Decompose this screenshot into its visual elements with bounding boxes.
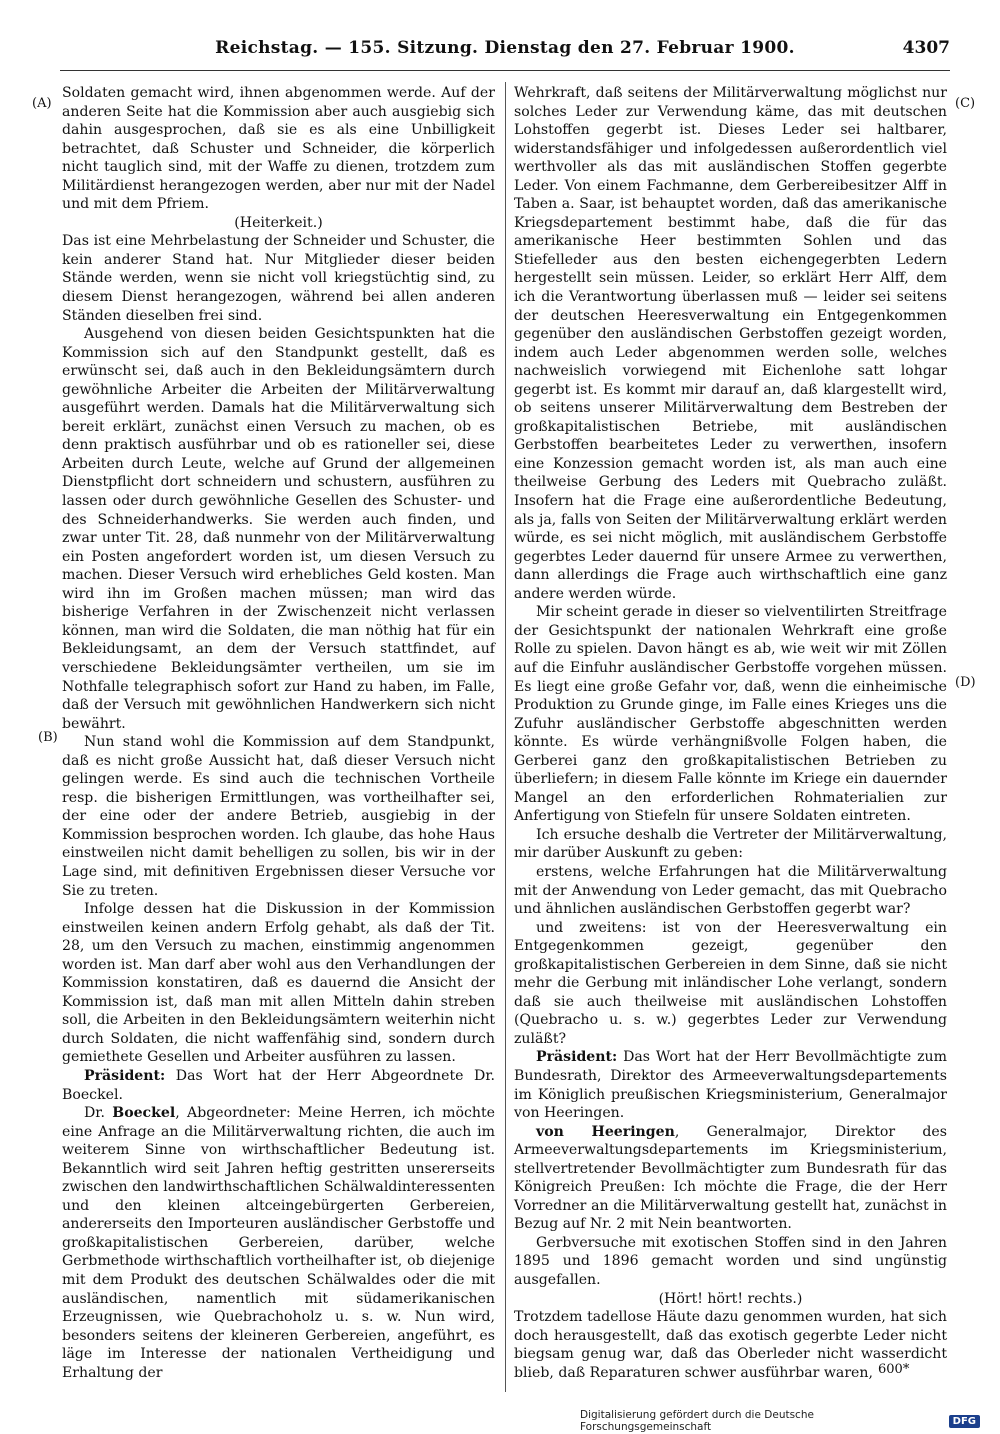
- left-column: [62, 84, 495, 1382]
- paragraph-text: Infolge dessen hat die Diskussion in der Kommission einstweilen keinen andern Erfolg gehabt, als daß der Tit. 28, um den Versuch zu machen, einstimmig angenommen worden ist. Man darf aber wohl aus den Verhandlungen der Kommission konstatiren, daß es dauernd die Ansicht der Kommission ist, daß man mit allen Mitteln dahin streben soll, die Arbeiten in den Bekleidungsämtern weiterhin nicht durch Soldaten, die nicht waffenfähig sind, sondern durch gemiethete Gesellen und Arbeiter ausführen zu lassen.: [62, 901, 495, 1066]
- column-divider: [505, 82, 506, 1392]
- speaker-name: Boeckel: [112, 1105, 176, 1122]
- paragraph-text: Trotzdem tadellose Häute dazu genommen wurden, hat sich doch herausgestellt, daß das exotisch gegerbte Leder nicht biegsam genug war, daß das Oberleder nicht wasserdicht blieb, daß Reparaturen schwer ausführbar waren,: [514, 1309, 947, 1381]
- speech-text: Das Wort hat der Herr Bevollmächtigte zum Bundesrath, Direktor des Armeeverwaltungsdepartements im Königlich preußischen Kriegsministerium, Generalmajor von Heeringen.: [514, 1049, 947, 1122]
- paragraph: [62, 1104, 495, 1382]
- paragraph: [62, 84, 495, 214]
- paragraph: [514, 603, 947, 826]
- paragraph: [514, 1234, 947, 1290]
- paragraph: [514, 1048, 947, 1122]
- paragraph-text: und zweitens: ist von der Heeresverwaltung ein Entgegenkommen gezeigt, gegenüber den großkapitalistischen Gerbereien in dem Sinne, daß sie nicht mehr die Gerbung mit inländischer Lohe verlangt, sondern daß sie auch theilweise mit ausländischen Lohstoffen (Quebracho u. s. w.) gegerbtes Leder zur Verwendung zuläßt?: [514, 919, 947, 1047]
- paragraph: [62, 733, 495, 900]
- paragraph: [514, 1290, 947, 1309]
- margin-marker-d: (D): [955, 675, 976, 690]
- paragraph-text: erstens, welche Erfahrungen hat die Militärverwaltung mit der Anwendung von Leder gemacht, das mit Quebracho und ähnlichen ausländischen Gerbstoffen gegerbt war?: [514, 863, 947, 918]
- paragraph: [514, 84, 947, 603]
- speaker-prefix: Dr.: [84, 1105, 113, 1122]
- paragraph-text: Soldaten gemacht wird, ihnen abgenommen werde. Auf der anderen Seite hat die Kommission aber auch ausgiebig sich dahin ausgesprochen, daß sie es als eine Unbilligkeit betrachtet, daß Schuster und Schneider, die körperlich nicht tauglich sind, mit der Waffe zu dienen, trotzdem zum Militärdienst herangezogen werden, aber nur mit der Nadel und mit dem Pfriem.: [62, 85, 495, 213]
- speech-text: , Generalmajor, Direktor des Armeeverwaltungsdepartements im Kriegsministerium, stellvertretender Bevollmächtigter zum Bundesrath für das Königreich Preußen: Ich möchte die Frage, die der Herr Vorredner an die Militärverwaltung gestellt hat, zunächst in Bezug auf Nr. 2 mit Nein beantworten.: [514, 1123, 947, 1233]
- header-title: Reichstag. — 155. Sitzung. Dienstag den 27. Februar 1900.: [215, 38, 795, 58]
- header-rule: [60, 70, 950, 71]
- paragraph-text: Ausgehend von diesen beiden Gesichtspunkten hat die Kommission sich auf den Standpunkt gestellt, daß es erwünscht sei, daß auch in den Bekleidungsämtern durch gewöhnliche Arbeiter die Arbeiten der Militärverwaltung ausgeführt werden. Damals hat die Militärverwaltung sich bereit erklärt, zunächst einen Versuch zu machen, ob es denn praktisch ausführbar und ob es rationeller sei, diese Arbeiten durch Leute, welche auf Grund der allgemeinen Dienstpflicht dort schneidern und schustern, ausführen zu lassen oder durch gewöhnliche Gesellen des Schuster- und des Schneiderhandwerks. Sie werden auch finden, und zwar unter Tit. 28, daß nunmehr von der Militärverwaltung ein Posten angefordert worden ist, um diesen Versuch zu machen. Dieser Versuch wird erhebliches Geld kosten. Man wird ihn im Großen machen müssen; man wird das bisherige Verfahren in der Zwischenzeit nicht verlassen können, man wird die Soldaten, die man nöthig hat für ein Bekleidungsamt, an dem der Versuch stattfindet, auf verschiedene Bekleidungsämter vertheilen, um sie im Nothfalle telegraphisch sofort zur Hand zu haben, im Falle, daß der Versuch mit gewöhnlichen Handwerkern sich nicht bewährt.: [62, 326, 495, 732]
- margin-marker-c: (C): [955, 96, 976, 111]
- paragraph-text: Gerbversuche mit exotischen Stoffen sind in den Jahren 1895 und 1896 gemacht worden und sind ungünstig ausgefallen.: [514, 1234, 947, 1288]
- paragraph-text: (Hört! hört! rechts.): [658, 1290, 803, 1307]
- paragraph: [62, 232, 495, 325]
- paragraph: [62, 1067, 495, 1104]
- page-number: 4307: [902, 38, 950, 58]
- speaker-name: Präsident:: [84, 1067, 166, 1084]
- paragraph-text: Mir scheint gerade in dieser so vielventilirten Streitfrage der Gesichtspunkt der nationalen Wehrkraft eine große Rolle zu spielen. Davon hängt es ab, wie weit wir mit Zöllen auf die Einfuhr ausländischer Gerbstoffe vorgehen müssen. Es liegt eine große Gefahr vor, daß, wenn die einheimische Produktion zu Grunde ginge, im Falle eines Krieges uns die Zufuhr ausländischer Gerbstoffe abgeschnitten werden könnte. Es würde verhängnißvolle Folgen haben, die Gerberei ganz den großkapitalistischen Betrieben zu überliefern; in diesem Falle könnte im Kriege ein dauernder Mangel an den erforderlichen Rohmaterialien zur Anfertigung von Stiefeln für unsere Soldaten eintreten.: [514, 604, 947, 825]
- paragraph: [514, 863, 947, 919]
- paragraph: [62, 900, 495, 1067]
- speaker-name: von Heeringen: [536, 1123, 675, 1140]
- dfg-logo: DFG: [949, 1415, 980, 1428]
- paragraph: [62, 325, 495, 733]
- paragraph: [514, 1123, 947, 1234]
- right-column: [514, 84, 947, 1382]
- page-header: [60, 38, 950, 68]
- paragraph: [514, 919, 947, 1049]
- paragraph: [514, 826, 947, 863]
- signature-mark: 600*: [878, 1362, 910, 1377]
- margin-marker-b: (B): [38, 730, 58, 745]
- speech-text: , Abgeordneter: Meine Herren, ich möchte eine Anfrage an die Militärverwaltung richten, die auch im weiterem Sinne von wirthschaftlicher Bedeutung ist. Bekanntlich wird seit Jahren heftig gestritten unsererseits zwischen den landwirthschaftlichen Schälwaldinteressenten und den kleinen altceingebürgerten Gerbereien, andererseits den Importeuren ausländischer Gerbstoffe und großkapitalistischen Gerbereien, darüber, welche Gerbmethode wirthschaftlich vortheilhafter ist, ob diejenige mit dem Produkt des deutschen Schälwaldes oder die mit ausländischen, namentlich mit südamerikanischen Erzeugnissen, wie Quebrachoholz u. s. w. Nun wird, besonders seitens der kleineren Gerbereien, angeführt, es läge im Interesse der nationalen Vertheidigung und Erhaltung der: [62, 1105, 495, 1381]
- margin-marker-a: (A): [32, 96, 52, 111]
- paragraph: [62, 214, 495, 233]
- paragraph-text: Wehrkraft, daß seitens der Militärverwaltung möglichst nur solches Leder zur Verwendung käme, das mit deutschen Lohstoffen gegerbt ist. Dieses Leder sei haltbarer, widerstandsfähiger und infolgedessen außerordentlich viel werthvoller als das mit ausländischen Stoffen gegerbte Leder. Von einem Fachmanne, dem Gerbereibesitzer Alff in Taben a. Saar, ist behauptet worden, daß das amerikanische Kriegsdepartement bestimmt habe, daß die für das amerikanische Heer bestimmten Sohlen und das Stiefelleder aus den besten eichengegerbten Ledern hergestellt sein müssen. Leider, so erklärt Herr Alff, dem ich die Verantwortung überlassen muß — leider sei seitens der deutschen Heeresverwaltung ein Entgegenkommen gegenüber den ausländischen Gerbstoffen gezeigt worden, indem auch Leder abgenommen werden solle, welches nachweislich vorwiegend mit Eichenlohe satt lohgar gegerbt ist. Es kommt mir darauf an, daß klargestellt wird, ob seitens unserer Militärverwaltung dem Bestreben der großkapitalistischen Betriebe, mit ausländischen Gerbstoffen bearbeitetes Leder zu verwerthen, insofern eine Konzession gemacht worden ist, als man auch eine theilweise Gerbung des Leders mit Quebracho zuläßt. Insofern hat die Frage eine außerordentliche Bedeutung, als ja, falls von Seiten der Militärverwaltung erklärt werden würde, es sei nicht möglich, mit ausländischem Gerbstoffe gegerbtes Leder dauernd für unsere Armee zu verwerthen, dann allerdings die Frage auch wirthschaftlich eine ganz andere werden würde.: [514, 85, 947, 602]
- speaker-name: Präsident:: [536, 1049, 618, 1066]
- paragraph-text: Das ist eine Mehrbelastung der Schneider und Schuster, die kein anderer Stand hat. Nur Mitglieder dieser beiden Stände werden, wenn sie nicht voll kriegstüchtig sind, zu diesem Dienst herangezogen, während bei allen anderen Ständen dieselben frei sind.: [62, 233, 495, 324]
- paragraph-text: Ich ersuche deshalb die Vertreter der Militärverwaltung, mir darüber Auskunft zu geben:: [514, 826, 947, 862]
- paragraph-text: Nun stand wohl die Kommission auf dem Standpunkt, daß es nicht große Aussicht hat, daß dieser Versuch nicht gelingen werde. Es sind auch die technischen Vortheile resp. die bisherigen Ermittlungen, was vortheilhafter sei, der eine oder der andere Betrieb, ausgiebig in der Kommission besprochen worden. Ich glaube, das hohe Haus einstweilen nicht damit behelligen zu sollen, bis wir in der Lage sind, mit definitiven Ergebnissen dieser Versuche vor Sie zu treten.: [62, 734, 495, 899]
- footer: [580, 1409, 980, 1433]
- speech-text: Das Wort hat der Herr Abgeordnete Dr. Boeckel.: [62, 1067, 495, 1103]
- footer-text: Digitalisierung gefördert durch die Deutsche Forschungsgemeinschaft: [580, 1409, 814, 1433]
- paragraph-text: (Heiterkeit.): [234, 214, 323, 231]
